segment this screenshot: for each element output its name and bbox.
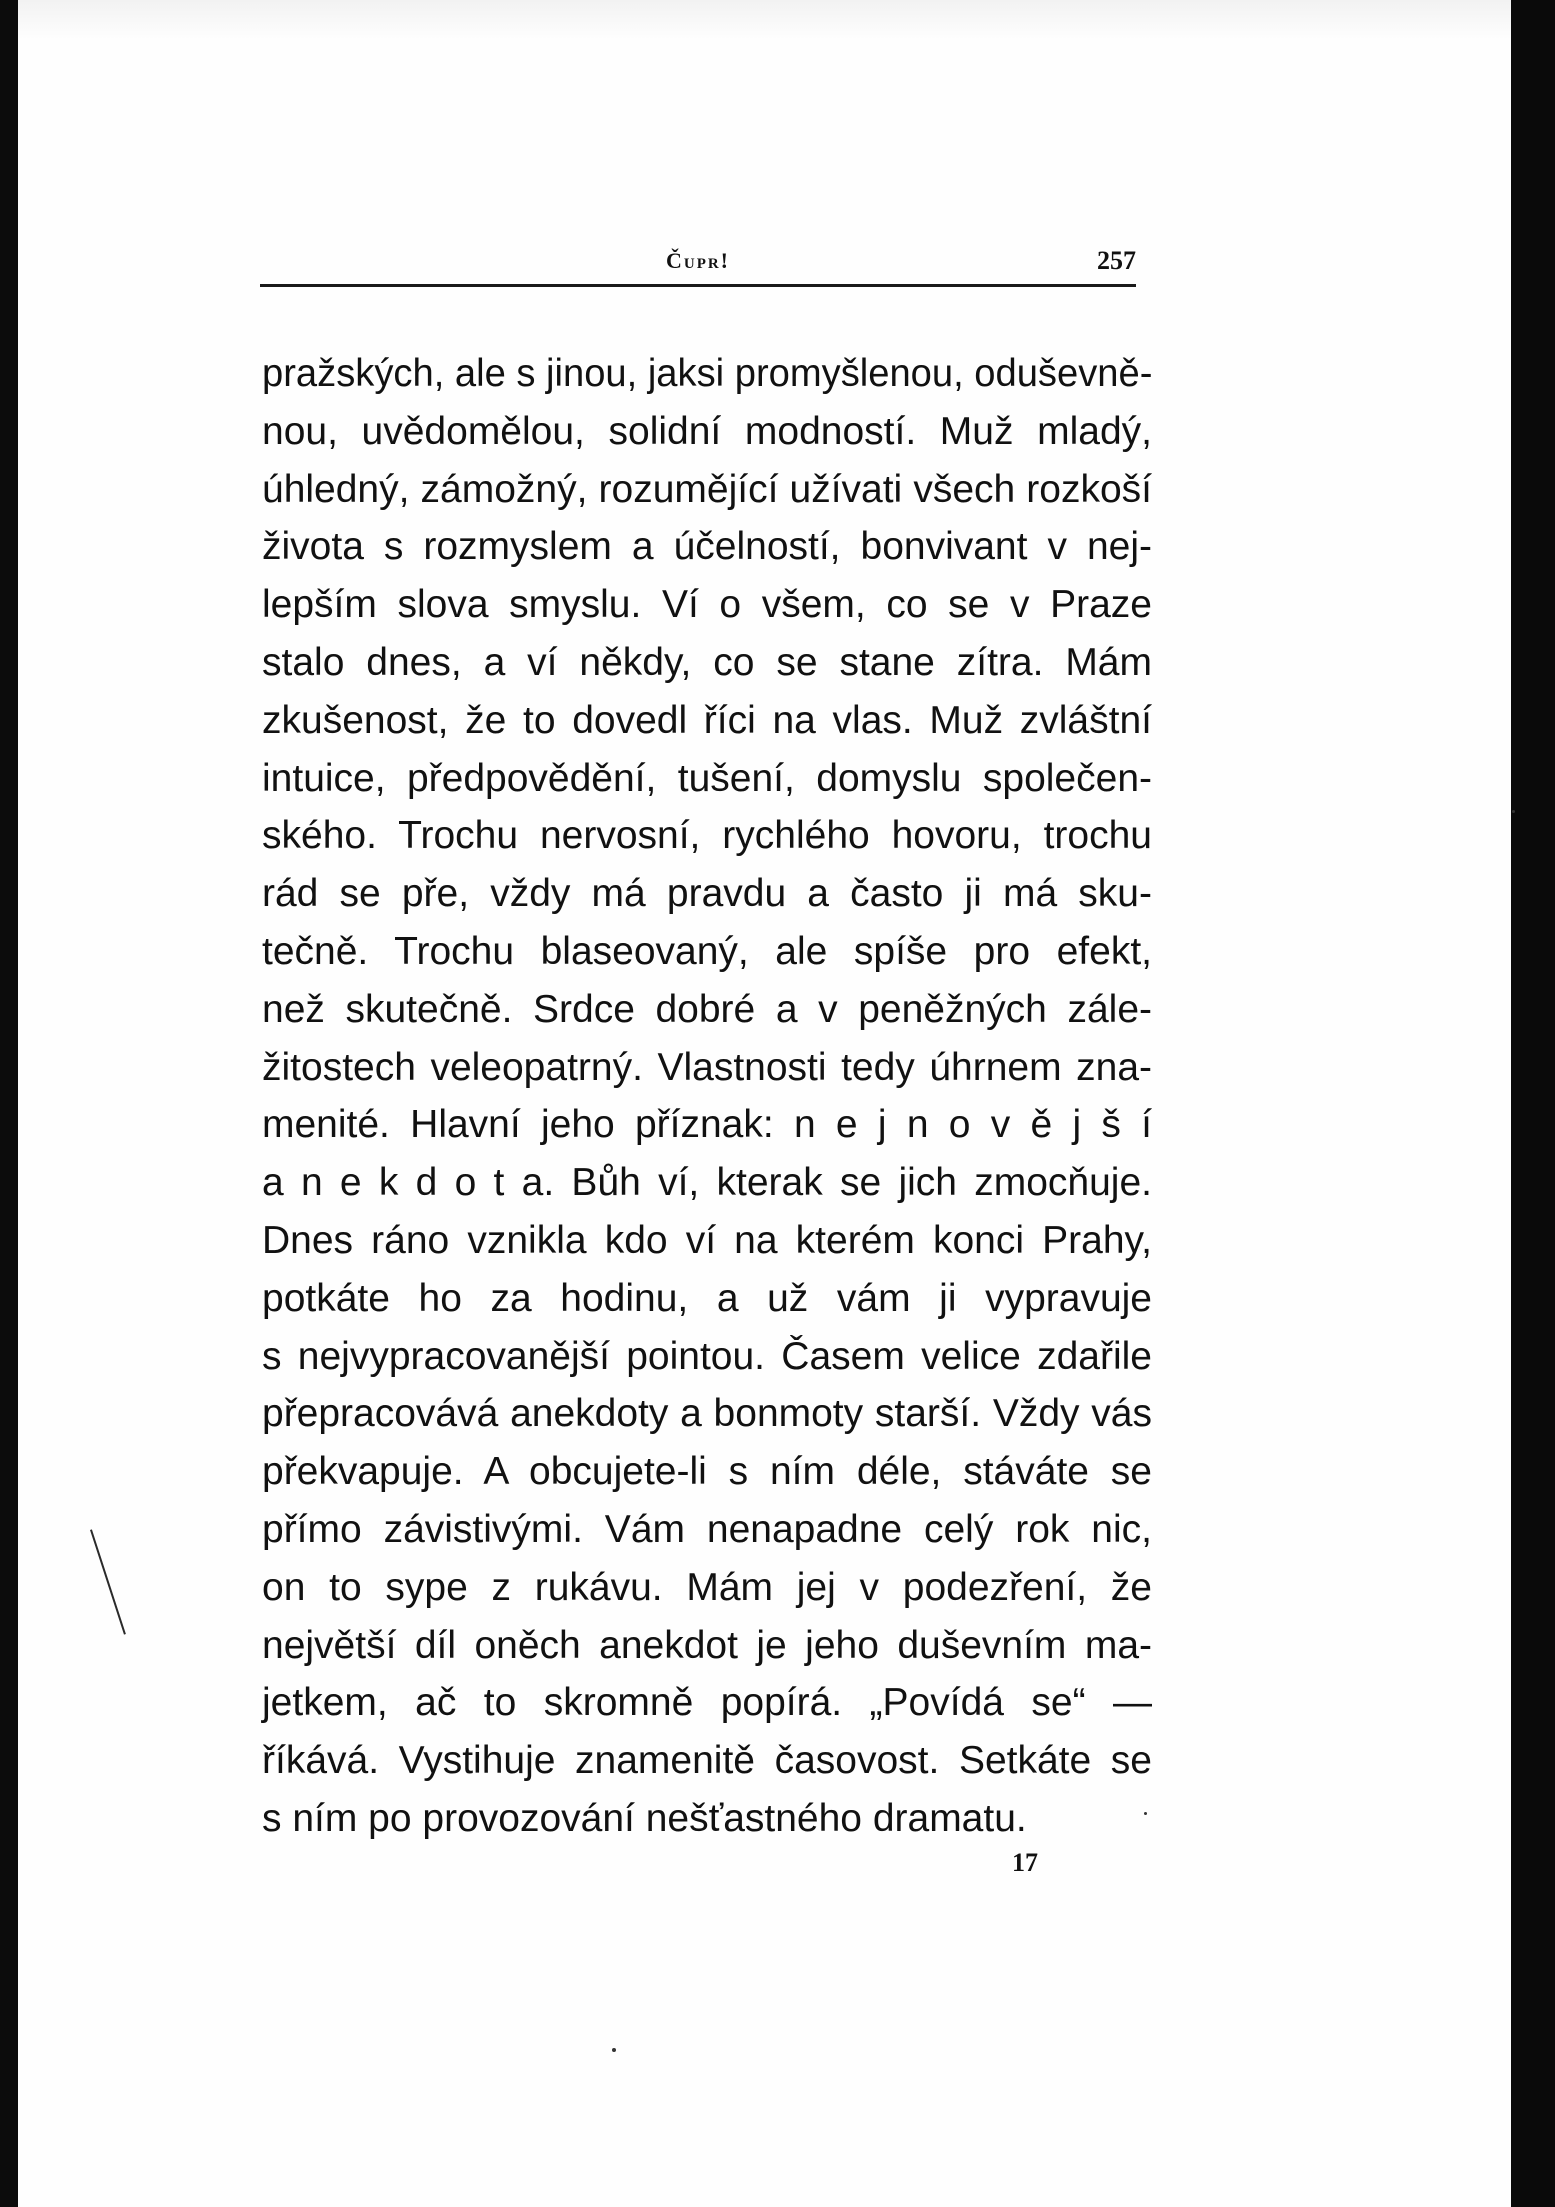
text-line: pražských, ale s jinou, jaksi promyšlenou, oduševně- <box>262 352 1153 395</box>
signature-mark: 17 <box>1012 1848 1038 1877</box>
text-line: rád se pře, vždy má pravdu a často ji má sku- <box>262 872 1152 916</box>
text-line: překvapuje. A obcujete-li s ním déle, stáváte se <box>262 1450 1152 1494</box>
scan-left-border <box>0 0 18 2207</box>
text-line: a n e k d o t a. Bůh ví, kterak se jich zmocňuje. <box>262 1161 1152 1205</box>
text-line: úhledný, zámožný, rozumějící užívati všech rozkoší <box>262 467 1152 511</box>
body-text <box>262 345 1152 1848</box>
text-line: Dnes ráno vznikla kdo ví na kterém konci Prahy, <box>262 1218 1152 1262</box>
text-line: největší díl oněch anekdot je jeho duševním ma- <box>262 1623 1152 1667</box>
scan-speck <box>1512 810 1515 813</box>
text-line: lepším slova smyslu. Ví o všem, co se v Praze <box>262 583 1152 627</box>
scan-stroke <box>90 1529 126 1634</box>
running-head: Čupr! <box>665 248 731 273</box>
scan-speck <box>1144 1812 1147 1815</box>
text-line: potkáte ho za hodinu, a už vám ji vypravuje <box>262 1276 1152 1320</box>
scan-speck <box>612 2048 616 2052</box>
text-line: přepracovává anekdoty a bonmoty starší. Vždy vás <box>262 1392 1152 1436</box>
text-line: než skutečně. Srdce dobré a v peněžných zále- <box>262 987 1152 1031</box>
text-line: s ním po provozování nešťastného dramatu. <box>262 1796 1027 1840</box>
text-line: tečně. Trochu blaseovaný, ale spíše pro efekt, <box>262 929 1152 973</box>
text-line: žitostech veleopatrný. Vlastnosti tedy úhrnem zna- <box>262 1045 1152 1089</box>
text-line: přímo závistivými. Vám nenapadne celý rok nic, <box>262 1507 1152 1551</box>
page-header <box>260 244 1136 287</box>
text-line: jetkem, ač to skromně popírá. „Povídá se“ — <box>262 1681 1152 1725</box>
text-line: ského. Trochu nervosní, rychlého hovoru, trochu <box>262 814 1152 858</box>
text-line: menité. Hlavní jeho příznak: n e j n o v ě j š í <box>262 1103 1152 1147</box>
text-line: říkává. Vystihuje znamenitě časovost. Setkáte se <box>262 1739 1152 1783</box>
page-top-shade <box>18 0 1511 40</box>
scan-right-border <box>1511 0 1555 2207</box>
text-line: zkušenost, že to dovedl říci na vlas. Muž zvláštní <box>262 698 1152 742</box>
text-line: intuice, předpovědění, tušení, domyslu společen- <box>262 756 1152 800</box>
text-line: života s rozmyslem a účelností, bonvivant v nej- <box>262 525 1152 569</box>
text-line: nou, uvědomělou, solidní modností. Muž mladý, <box>262 409 1152 453</box>
page-number: 257 <box>1097 246 1136 275</box>
text-line: on to sype z rukávu. Mám jej v podezření, že <box>262 1565 1152 1609</box>
text-line: stalo dnes, a ví někdy, co se stane zítra. Mám <box>262 640 1152 684</box>
text-line: s nejvypracovanější pointou. Časem velice zdařile <box>262 1334 1152 1378</box>
